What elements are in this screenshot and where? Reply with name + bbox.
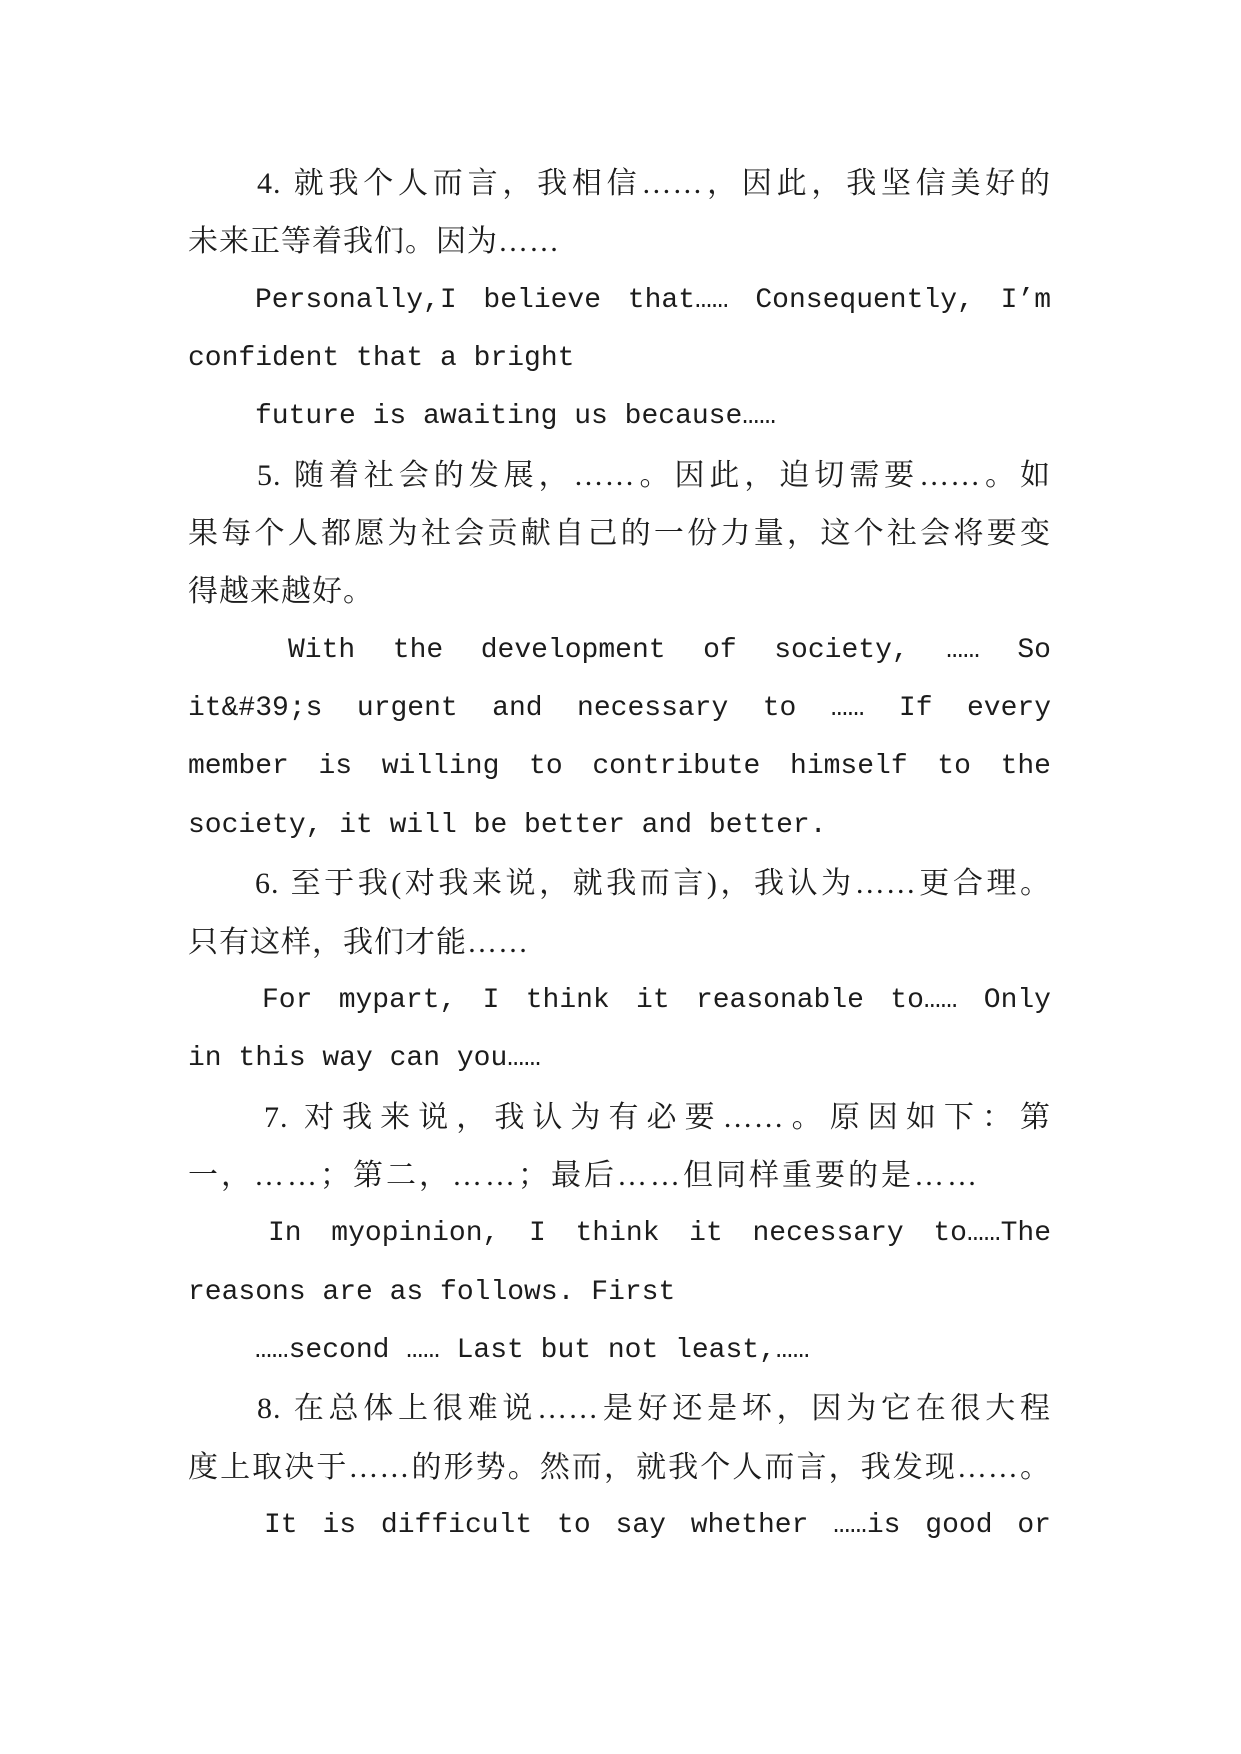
text-line: It is difficult to say whether ……is good or	[264, 1510, 1051, 1541]
text-line: it&#39;s urgent and necessary to …… If every	[188, 693, 1051, 724]
text-line: 果每个人都愿为社会贡献自己的一份力量，这个社会将要变	[188, 517, 1051, 550]
text-line: reasons are as follows. First	[188, 1277, 676, 1308]
text-line: future is awaiting us because……	[255, 401, 776, 432]
text-line: ……second …… Last but not least,……	[255, 1335, 810, 1366]
text-line: For mypart, I think it reasonable to…… Only	[262, 985, 1051, 1016]
text-line: 6. 至于我(对我来说，就我而言)，我认为……更合理。	[255, 867, 1051, 900]
text-line: 度上取决于……的形势。然而，就我个人而言，我发现……。	[188, 1451, 1051, 1484]
text-line: confident that a bright	[188, 343, 575, 374]
text-line: 只有这样，我们才能……	[188, 926, 529, 959]
text-line: 得越来越好。	[188, 575, 374, 608]
text-line: 7. 对我来说，我认为有必要……。原因如下：第	[264, 1101, 1051, 1134]
text-line: Personally,I believe that…… Consequently, I’m	[255, 285, 1051, 316]
text-line: member is willing to contribute himself to the	[188, 751, 1051, 782]
text-line: society, it will be better and better.	[188, 810, 827, 841]
text-line: 5. 随着社会的发展，……。因此，迫切需要……。如	[257, 459, 1051, 492]
text-line: 4. 就我个人而言，我相信……，因此，我坚信美好的	[257, 167, 1051, 200]
text-line: With the development of society, …… So	[288, 635, 1051, 666]
text-line: in this way can you……	[188, 1043, 541, 1074]
text-line: 未来正等着我们。因为……	[188, 225, 560, 258]
text-line: 8. 在总体上很难说……是好还是坏，因为它在很大程	[257, 1392, 1051, 1425]
text-line: In myopinion, I think it necessary to……The	[268, 1218, 1051, 1249]
text-line: 一，……；第二，……；最后……但同样重要的是……	[188, 1159, 980, 1192]
